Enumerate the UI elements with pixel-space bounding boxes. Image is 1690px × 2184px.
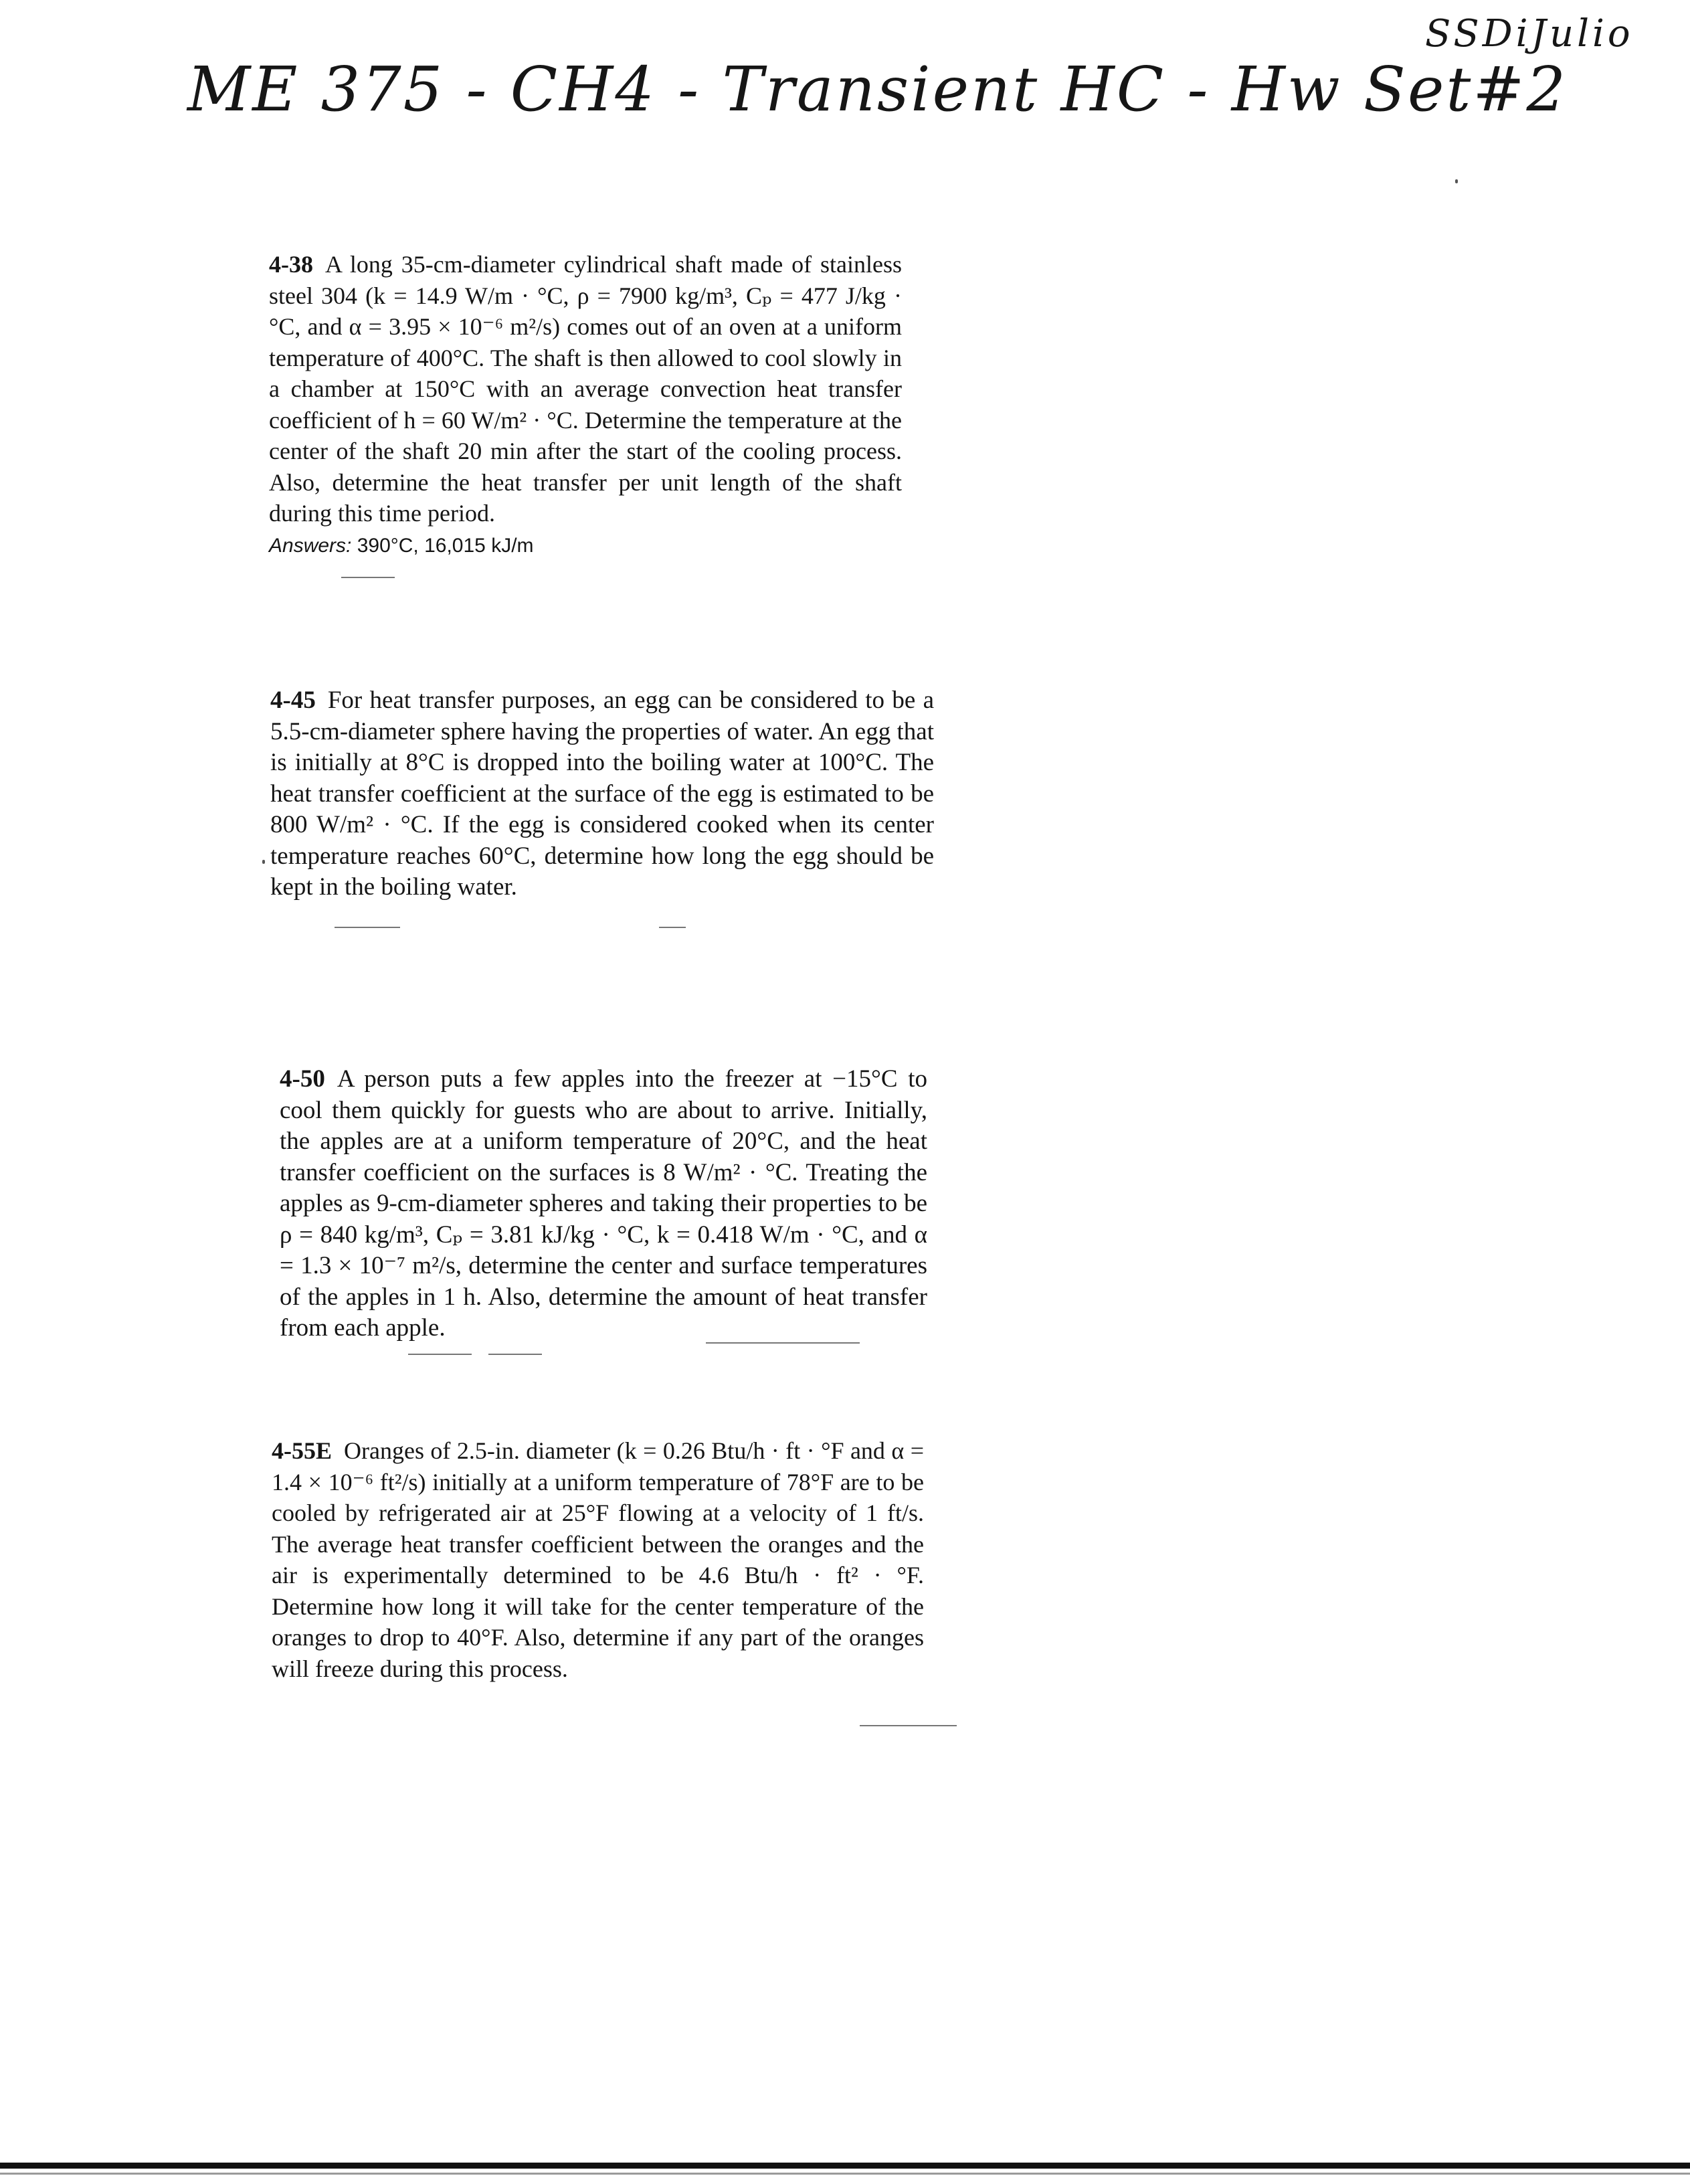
scan-rule — [341, 577, 395, 578]
problem-text: A long 35-cm-diameter cylindrical shaft made of stainless steel 304 (k = 14.9 W/m · °C, ρ = 7900 kg/m³, Cₚ = 477 J/kg · °C, and α = 3.95 × 10⁻⁶ m²/s) comes out of an oven at a uniform temperature of 400°C. The shaft is then allowed to cool slowly in a chamber at 150°C with an average convection heat transfer coefficient of h = 60 W/m² · °C. Determine the temperature at the center of the shaft 20 min after the start of the cooling process. Also, determine the heat transfer per unit length of the shaft during this time period. — [269, 251, 902, 527]
answers-value: 390°C, 16,015 kJ/m — [357, 534, 534, 557]
scan-rule — [335, 927, 400, 928]
page-title-handwriting: ME 375 - CH4 - Transient HC - Hw Set#2 — [187, 54, 1568, 125]
answers-line — [269, 531, 902, 562]
scan-mark — [1455, 179, 1458, 183]
problem-text: For heat transfer purposes, an egg can be considered to be a 5.5-cm-diameter sphere having the properties of water. An egg that is initially at 8°C is dropped into the boiling water at 100°C. The heat transfer coefficient at the surface of the egg is estimated to be 800 W/m² · °C. If the egg is considered cooked when its center temperature reaches 60°C, determine how long the egg should be kept in the boiling water. — [270, 687, 934, 901]
scan-rule — [488, 1354, 542, 1355]
problem-4-50 — [280, 1064, 927, 1344]
scan-rule — [860, 1725, 957, 1726]
problem-text: Oranges of 2.5-in. diameter (k = 0.26 Btu/h · ft · °F and α = 1.4 × 10⁻⁶ ft²/s) initially at a uniform temperature of 78°F are to be cooled by refrigerated air at 25°F flowing at a velocity of 1 ft/s. The average heat transfer coefficient between the oranges and the air is experimentally determined to be 4.6 Btu/h · ft² · °F. Determine how long it will take for the center temperature of the oranges to drop to 40°F. Also, determine if any part of the oranges will freeze during this process. — [272, 1437, 924, 1682]
scan-edge-faint — [0, 2173, 1690, 2175]
problem-4-45 — [270, 685, 934, 903]
problem-number: 4-50 — [280, 1065, 325, 1093]
problem-4-55e — [272, 1435, 924, 1684]
author-handwriting: SSDiJulio — [1425, 12, 1634, 56]
problem-number: 4-45 — [270, 687, 316, 714]
scan-rule — [706, 1342, 860, 1344]
scan-edge — [0, 2163, 1690, 2169]
scan-rule — [408, 1354, 472, 1355]
problem-4-38 — [269, 249, 902, 561]
problem-text: A person puts a few apples into the freezer at −15°C to cool them quickly for guests who are about to arrive. Initially, the apples are at a uniform temperature of 20°C, and the heat transfer coefficient on the surfaces is 8 W/m² · °C. Treating the apples as 9-cm-diameter spheres and taking their properties to be ρ = 840 kg/m³, Cₚ = 3.81 kJ/kg · °C, k = 0.418 W/m · °C, and α = 1.3 × 10⁻⁷ m²/s, determine the center and surface temperatures of the apples in 1 h. Also, determine the amount of heat transfer from each apple. — [280, 1065, 927, 1342]
problem-number: 4-38 — [269, 251, 313, 278]
answers-label: Answers: — [269, 534, 352, 557]
problem-number: 4-55E — [272, 1437, 332, 1464]
scan-mark — [262, 860, 265, 864]
scan-rule — [659, 927, 686, 928]
